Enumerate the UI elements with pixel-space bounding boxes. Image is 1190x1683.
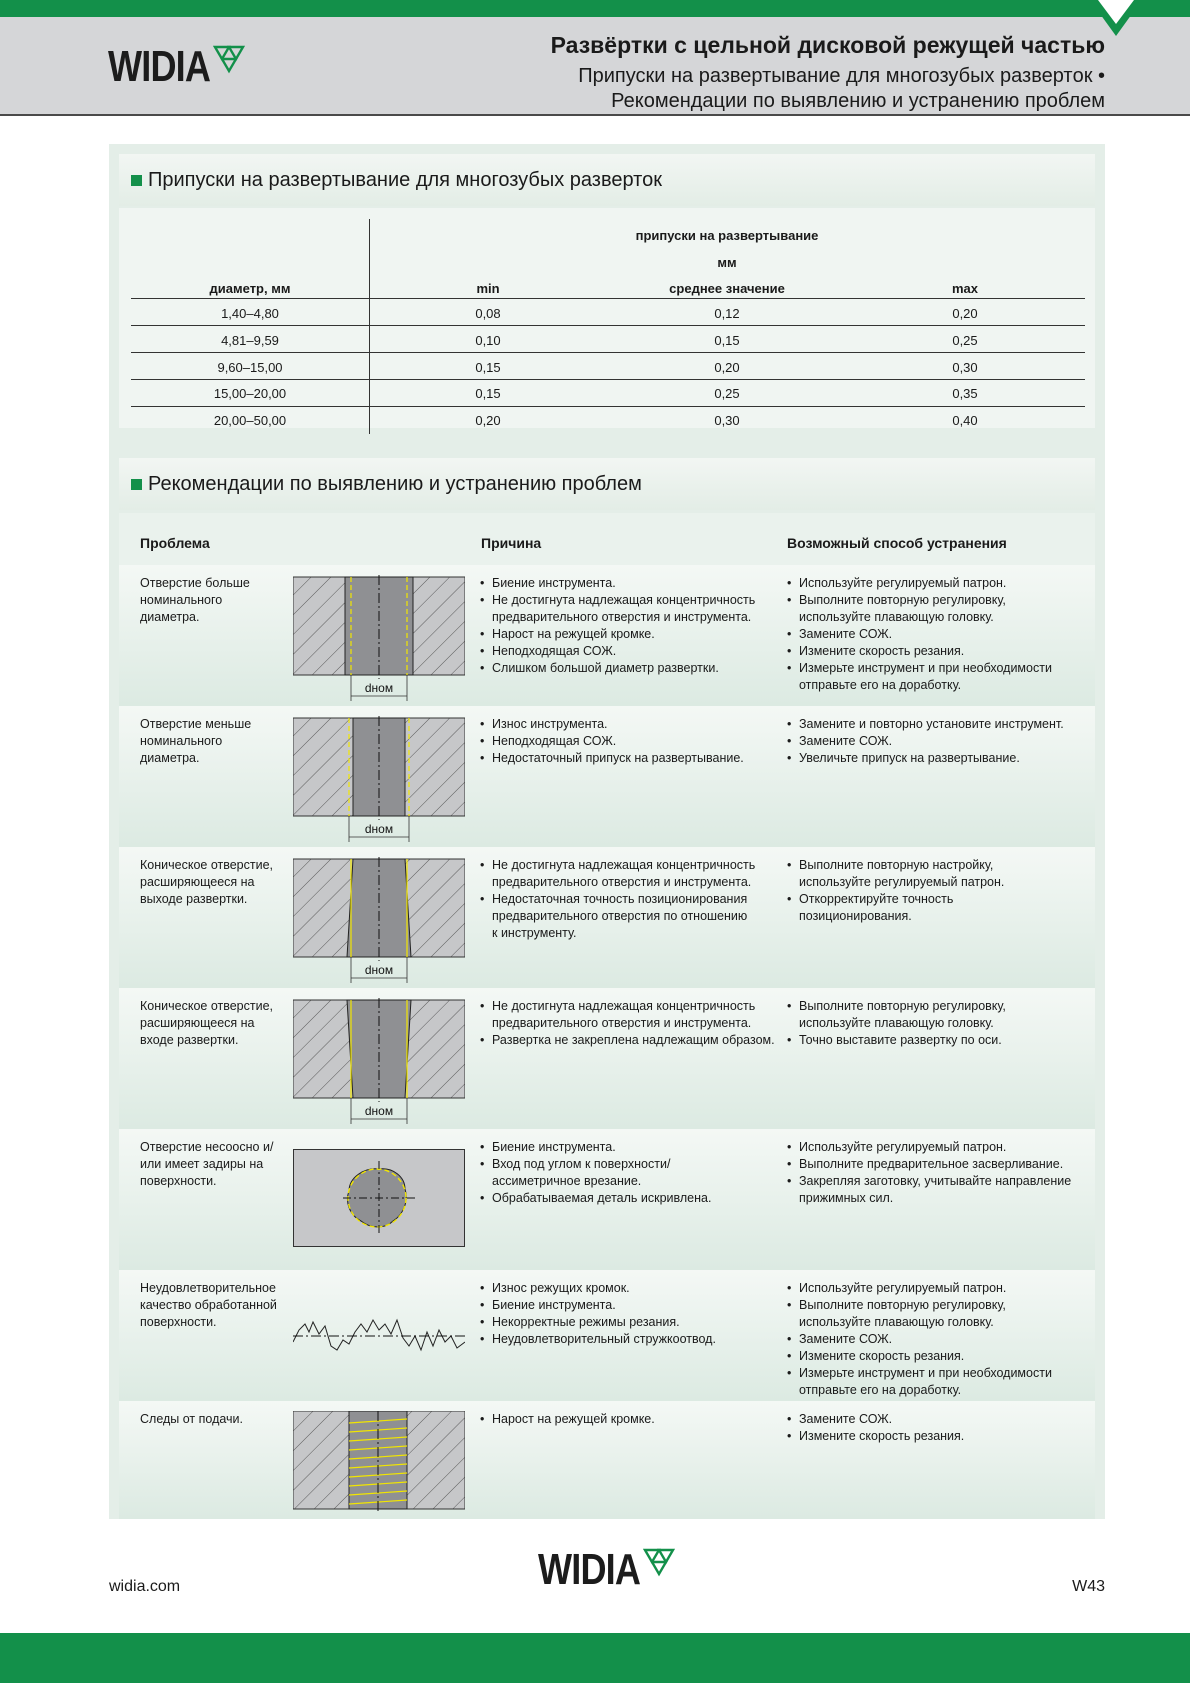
remedy-list [787,1280,1052,1399]
footer-logo-text: WIDIA [538,1545,641,1594]
cause-list [480,857,755,942]
cause-list [480,575,755,677]
remedy-list [787,575,1052,694]
remedy-item: • Используйте регулируемый патрон. [787,1280,1052,1297]
header-divider [0,114,1190,116]
remedy-item: • Выполните предварительное засверливание. [787,1156,1071,1173]
cause-item: • Некорректные режимы резания. [480,1314,716,1331]
remedy-item: • Выполните повторную регулировку, [787,998,1006,1015]
section-allowance-heading [119,154,1095,206]
remedy-item: • Используйте регулируемый патрон. [787,1139,1071,1156]
allowance-col-min: min [476,281,500,296]
cause-item: • Не достигнута надлежащая концентричность [480,998,775,1015]
remedy-item: • Измените скорость резания. [787,1428,964,1445]
nominal-diameter-label: dном [364,963,394,977]
problem-text: Следы от подачи. [140,1412,244,1426]
problem-text: Отверстие несоосно и/или имеет задиры на поверхности. [140,1140,274,1188]
allowance-col-mean: среднее значение [669,281,785,296]
remedy-item: • Замените СОЖ. [787,733,1064,750]
remedy-item: отправьте его на доработку. [799,678,962,692]
brand-logo [108,42,247,92]
cause-item: • Биение инструмента. [480,575,755,592]
cause-list [480,1139,711,1207]
top-accent-bar [0,0,1190,17]
remedy-list [787,1139,1071,1207]
allowance-cell: 0,35 [952,386,978,402]
remedy-item: • Измерьте инструмент и при необходимости [787,660,1052,677]
allowance-unit: мм [717,255,737,270]
troubleshooting-col-remedy: Возможный способ устранения [787,535,1007,551]
remedy-item: используйте плавающую головку. [799,1016,994,1030]
allowance-col-diameter: диаметр, мм [209,281,291,296]
problem-text: Неудовлетворительное качество обработанной поверхности. [140,1281,277,1329]
allowance-cell: 0,40 [952,413,978,429]
troubleshooting-row [119,1401,1095,1519]
corner-decoration-inner [1098,0,1134,24]
cause-item: • Неподходящая СОЖ. [480,733,744,750]
cause-item: предварительного отверстия и инструмента. [492,610,752,624]
allowance-cell: 0,30 [714,413,740,429]
problem-text: Отверстие больше номинального диаметра. [140,576,250,624]
remedy-list [787,998,1006,1049]
footer-logo [538,1545,677,1595]
remedy-item: • Замените СОЖ. [787,626,1052,643]
allowance-cell: 0,30 [952,359,978,375]
allowance-col-max: max [951,281,979,296]
allowance-cell: 9,60–15,00 [217,359,283,375]
undersize-hole-illustration [293,716,465,851]
footer-logo-mark-icon [643,1547,677,1577]
footer-website-link[interactable]: widia.com [109,1578,181,1595]
remedy-item: используйте регулируемый патрон. [799,875,1005,889]
cause-item: • Нарост на режущей кромке. [480,626,755,643]
allowance-cell: 0,08 [475,306,501,321]
remedy-item: • Измерьте инструмент и при необходимости [787,1365,1052,1382]
cause-list [480,1280,716,1348]
cause-item: • Износ режущих кромок. [480,1280,716,1297]
allowance-cell: 4,81–9,59 [221,332,279,348]
page-subtitle [578,64,1105,114]
allowance-cell: 0,20 [714,359,740,375]
section-allowance-title: Припуски на развертывание для многозубых разверток [148,168,662,191]
allowance-cell: 0,15 [714,332,740,348]
remedy-item: • Выполните повторную регулировку, [787,1297,1052,1314]
remedy-list [787,857,1004,925]
troubleshooting-row [119,565,1095,706]
cause-item: к инструменту. [492,926,577,940]
troubleshooting-row [119,1270,1095,1401]
taper-exit-illustration [293,857,465,992]
cause-item: • Нарост на режущей кромке. [480,1411,655,1428]
troubleshooting-col-problem: Проблема [140,535,210,551]
remedy-item: • Замените СОЖ. [787,1411,964,1428]
remedy-item: • Замените и повторно установите инструмент. [787,716,1064,733]
troubleshooting-row [119,706,1095,847]
remedy-item: • Выполните повторную регулировку, [787,592,1052,609]
remedy-item: • Точно выставите развертку по оси. [787,1032,1006,1049]
cause-item: • Обрабатываемая деталь искривлена. [480,1190,711,1207]
remedy-item: • Измените скорость резания. [787,1348,1052,1365]
allowance-cell: 0,10 [475,332,501,348]
problem-text: Отверстие меньше номинального диаметра. [140,717,252,765]
allowance-row-rule [131,352,1085,353]
cause-item: • Не достигнута надлежащая концентричность [480,857,755,874]
remedy-item: используйте плавающую головку. [799,1315,994,1329]
problem-text: Коническое отверстие, расширяющееся на входе развертки. [140,999,274,1047]
remedy-list [787,1411,964,1445]
remedy-item: • Увеличьте припуск на развертывание. [787,750,1064,767]
cause-item: • Неудовлетворительный стружкоотвод. [480,1331,716,1348]
cause-item: предварительного отверстия и инструмента. [492,1016,752,1030]
page-title: Развёртки с цельной дисковой режущей частью [550,32,1105,58]
cause-item: предварительного отверстия по отношению [492,909,748,923]
remedy-item: • Замените СОЖ. [787,1331,1052,1348]
allowance-group-header: припуски на развертывание [635,228,819,243]
cause-item: • Вход под углом к поверхности/ [480,1156,711,1173]
bottom-accent-bar [0,1633,1190,1683]
remedy-item: • Откорректируйте точность [787,891,1004,908]
allowance-row-rule [131,406,1085,407]
remedy-item: прижимных сил. [799,1191,894,1205]
section-troubleshooting-heading [119,458,1095,510]
section-square-icon [131,175,142,186]
remedy-item: • Используйте регулируемый патрон. [787,575,1052,592]
allowance-cell: 1,40–4,80 [221,306,279,321]
nominal-diameter-label: dном [364,1104,394,1118]
oversize-hole-illustration [293,575,465,710]
allowance-cell: 0,15 [475,386,501,402]
troubleshooting-row [119,988,1095,1129]
subtitle-line-1: Припуски на развертывание для многозубых развертoк • [578,65,1105,87]
cause-item: • Слишком большой диаметр развертки. [480,660,755,677]
cause-item: • Развертка не закреплена надлежащим образом. [480,1032,775,1049]
troubleshooting-row [119,847,1095,988]
cause-item: • Износ инструмента. [480,716,744,733]
remedy-list [787,716,1064,767]
allowance-row-rule [131,298,1085,299]
allowance-table-vertical-rule [369,219,370,434]
troubleshooting-row [119,1129,1095,1270]
allowance-row-rule [131,325,1085,326]
section-troubleshooting-title: Рекомендации по выявлению и устранению проблем [148,472,642,495]
allowance-cell: 0,12 [714,306,740,321]
cause-list [480,998,775,1049]
cause-item: предварительного отверстия и инструмента. [492,875,752,889]
remedy-item: • Измените скорость резания. [787,643,1052,660]
cause-item: • Биение инструмента. [480,1297,716,1314]
allowance-cell: 0,20 [475,413,501,429]
page-number: W43 [1072,1578,1105,1595]
problem-text: Коническое отверстие, расширяющееся на выходе развертки. [140,858,274,906]
remedy-item: • Закрепляя заготовку, учитывайте направление [787,1173,1071,1190]
allowance-row-rule [131,379,1085,380]
feed-marks-illustration [293,1411,465,1516]
brand-logo-text: WIDIA [108,42,211,91]
cause-item: • Не достигнута надлежащая концентричность [480,592,755,609]
surface-profile-illustration [293,1302,465,1367]
allowance-cell: 0,25 [952,332,978,348]
nominal-diameter-label: dном [364,681,394,695]
allowance-cell: 15,00–20,00 [213,386,287,402]
taper-entry-illustration [293,998,465,1133]
brand-logo-mark-icon [213,44,247,74]
remedy-item: используйте плавающую головку. [799,610,994,624]
allowance-cell: 0,20 [952,306,978,321]
cause-list [480,716,744,767]
subtitle-line-2: Рекомендации по выявлению и устранению проблем [611,90,1105,112]
cause-item: • Неподходящая СОЖ. [480,643,755,660]
remedy-item: • Выполните повторную настройку, [787,857,1004,874]
cause-item: • Недостаточная точность позиционирования [480,891,755,908]
remedy-item: отправьте его на доработку. [799,1383,962,1397]
out-of-round-illustration [293,1149,465,1254]
cause-item: • Недостаточный припуск на развертывание. [480,750,744,767]
troubleshooting-col-cause: Причина [481,535,542,551]
section-square-icon [131,479,142,490]
allowance-cell: 20,00–50,00 [213,413,287,429]
remedy-item: позиционирования. [799,909,912,923]
cause-item: ассиметричное врезание. [492,1174,642,1188]
allowance-cell: 0,15 [475,359,501,375]
cause-item: • Биение инструмента. [480,1139,711,1156]
nominal-diameter-label: dном [364,822,394,836]
cause-list [480,1411,655,1428]
allowance-cell: 0,25 [714,386,740,402]
